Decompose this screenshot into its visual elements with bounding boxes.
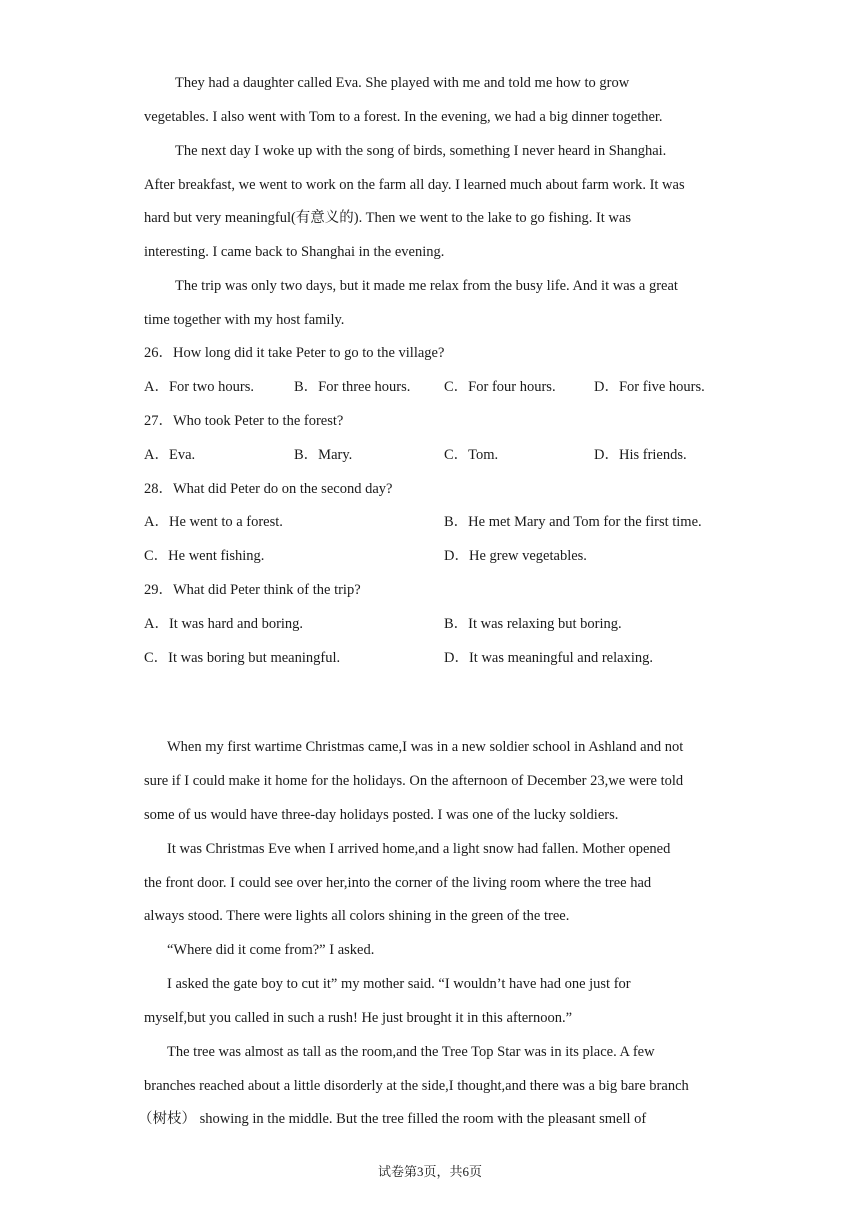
passage2-line: some of us would have three-day holidays posted. I was one of the lucky soldiers.	[144, 807, 619, 823]
passage2-line: sure if I could make it home for the holidays. On the afternoon of December 23,we were told	[144, 773, 684, 789]
passage2-line: always stood. There were lights all colors shining in the green of the tree.	[144, 908, 570, 924]
passage1-line: hard but very meaningful(有意义的). Then we went to the lake to go fishing. It was	[144, 210, 631, 226]
passage1-line: They had a daughter called Eva. She played with me and told me how to grow	[175, 75, 630, 91]
passage1-line: vegetables. I also went with Tom to a forest. In the evening, we had a big dinner together.	[144, 109, 663, 125]
question-stem: 29．What did Peter think of the trip?	[144, 582, 361, 598]
option-c[interactable]: C．Tom.	[444, 447, 499, 463]
passage2-line: The tree was almost as tall as the room,and the Tree Top Star was in its place. A few	[167, 1044, 655, 1060]
option-b[interactable]: B．He met Mary and Tom for the first time.	[444, 514, 702, 530]
passage1-line: The next day I woke up with the song of birds, something I never heard in Shanghai.	[175, 143, 667, 159]
question-stem: 27．Who took Peter to the forest?	[144, 413, 344, 429]
passage1-line: After breakfast, we went to work on the farm all day. I learned much about farm work. It was	[144, 177, 685, 193]
option-a[interactable]: A．It was hard and boring.	[144, 616, 304, 632]
option-d[interactable]: D．He grew vegetables.	[444, 548, 587, 564]
option-a[interactable]: A．Eva.	[144, 447, 196, 463]
option-b[interactable]: B．For three hours.	[294, 379, 411, 395]
passage2-line: I asked the gate boy to cut it” my mother said. “I wouldn’t have had one just for	[167, 976, 631, 992]
option-c[interactable]: C．For four hours.	[444, 379, 556, 395]
option-d[interactable]: D．His friends.	[594, 447, 687, 463]
passage2-line: branches reached about a little disorderly at the side,I thought,and there was a big bare branch	[144, 1078, 689, 1094]
option-c[interactable]: C．He went fishing.	[144, 548, 265, 564]
passage2-line: myself,but you called in such a rush! He just brought it in this afternoon.”	[144, 1010, 573, 1026]
option-d[interactable]: D．It was meaningful and relaxing.	[444, 650, 653, 666]
option-a[interactable]: A．He went to a forest.	[144, 514, 283, 530]
option-c[interactable]: C．It was boring but meaningful.	[144, 650, 341, 666]
passage1-line: The trip was only two days, but it made me relax from the busy life. And it was a great	[175, 278, 678, 294]
passage2-line: It was Christmas Eve when I arrived home,and a light snow had fallen. Mother opened	[167, 841, 671, 857]
option-a[interactable]: A．For two hours.	[144, 379, 254, 395]
option-d[interactable]: D．For five hours.	[594, 379, 705, 395]
option-b[interactable]: B．It was relaxing but boring.	[444, 616, 622, 632]
passage2-line: “Where did it come from?” I asked.	[167, 942, 375, 958]
option-b[interactable]: B．Mary.	[294, 447, 353, 463]
passage1-line: time together with my host family.	[144, 312, 345, 328]
question-stem: 28．What did Peter do on the second day?	[144, 481, 393, 497]
passage2-line: When my first wartime Christmas came,I was in a new soldier school in Ashland and not	[167, 739, 684, 755]
page-number-footer: 试卷第3页，共6页	[377, 1164, 482, 1179]
question-stem: 26．How long did it take Peter to go to the village?	[144, 345, 445, 361]
passage1-line: interesting. I came back to Shanghai in the evening.	[144, 244, 445, 260]
passage2-line: （树枝） showing in the middle. But the tree filled the room with the pleasant smell of	[138, 1111, 647, 1127]
passage2-line: the front door. I could see over her,into the corner of the living room where the tree had	[144, 875, 652, 891]
